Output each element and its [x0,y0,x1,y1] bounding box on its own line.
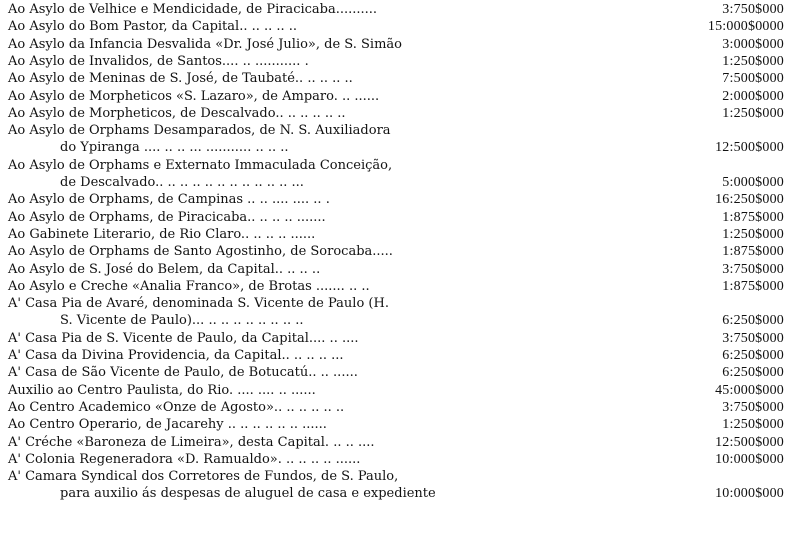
entry-description: Ao Asylo de Orphams e Externato Immaculada Conceição, [8,157,393,173]
entry-description: Ao Asylo de Velhice e Mendicidade, de Piracicaba.......... [8,2,378,17]
entry-amount: 16:250$000 [715,192,784,208]
entry-description: Ao Asylo de Orphams, de Campinas .. .. .... .... .. . [8,192,330,208]
entry-description-continuation: de Descalvado.. .. .. .. .. .. .. .. .. .. .. ... [60,175,304,190]
entry-amount: 3:750$000 [722,330,784,346]
entry-amount: 1:250$000 [722,226,784,242]
entry-amount: 15:000$0000 [707,19,784,35]
entry-amount: 6:250$000 [722,348,784,363]
entry-description: Ao Asylo do Bom Pastor, da Capital.. .. .. .. .. [8,19,298,35]
entry-description: A' Casa Pia de S. Vicente de Paulo, da Capital.... .. .... [8,330,359,346]
entry-amount: 3:750$000 [722,399,784,415]
entry-amount: 45:000$000 [715,382,784,398]
entry-amount: 12:500$000 [715,140,784,156]
entry-description-continuation: para auxilio ás despesas de aluguel de casa e expediente [60,486,436,502]
entry-description: Ao Asylo de Meninas de S. José, de Taubaté.. .. .. .. .. [8,71,353,87]
entry-amount: 6:250$000 [722,313,784,329]
entry-description: Ao Asylo de Orphams de Santo Agostinho, de Sorocaba..... [8,244,393,260]
entry-description: Ao Asylo de Invalidos, de Santos.... .. ........... . [8,53,309,69]
entry-amount: 7:500$000 [722,71,784,87]
entry-amount: 1:250$000 [722,417,784,433]
entry-amount: 12:500$000 [715,434,784,450]
entry-description-continuation: do Ypiranga .... .. .. ... ........... .. .. .. [60,140,289,156]
entry-amount: 10:000$000 [715,451,784,467]
entry-amount: 1:250$000 [722,105,784,121]
entry-description: Ao Asylo de Morpheticos, de Descalvado.. .. .. .. .. .. [8,105,346,121]
entry-amount: 1:250$000 [722,53,784,69]
entry-description: Ao Centro Academico «Onze de Agosto».. .. .. .. .. .. [8,399,345,415]
entry-description: A' Casa da Divina Providencia, da Capital.. .. .. .. ... [8,348,344,363]
entry-description: Ao Asylo de Morpheticos «S. Lazaro», de Amparo. .. ...... [8,88,380,104]
entry-description: Ao Asylo da Infancia Desvalida «Dr. José Julio», de S. Simão [8,36,402,52]
entry-description-continuation: S. Vicente de Paulo)... .. .. .. .. .. .. .. .. [60,313,304,329]
entry-amount: 1:875$000 [722,209,784,225]
entry-description: A' Camara Syndical dos Corretores de Fundos, de S. Paulo, [8,469,399,485]
entry-amount: 2:000$000 [722,88,784,104]
entry-description: A' Casa de São Vicente de Paulo, de Botucatú.. .. ...... [8,365,358,381]
entry-amount: 3:750$000 [722,261,784,277]
entry-amount: 10:000$000 [715,486,784,502]
entry-description: Ao Asylo e Creche «Analia Franco», de Brotas ....... .. .. [8,278,370,294]
entry-amount: 3:000$000 [722,36,784,52]
entry-description: Ao Asylo de S. José do Belem, da Capital.. .. .. .. [8,261,321,277]
entry-amount: 5:000$000 [722,175,784,190]
entry-description: Ao Asylo de Orphams, de Piracicaba.. .. .. .. ....... [8,209,326,225]
entry-description: A' Casa Pia de Avaré, denominada S. Vicente de Paulo (H. [8,296,389,312]
entry-description: A' Colonia Regeneradora «D. Ramualdo». .. .. .. .. ...... [8,451,361,467]
entry-description: Ao Gabinete Literario, de Rio Claro.. .. .. .. ...... [8,226,316,242]
entry-amount: 3:750$000 [722,2,784,17]
entry-description: Auxilio ao Centro Paulista, do Rio. .... .... .. ...... [8,382,316,398]
entry-description: A' Créche «Baroneza de Limeira», desta Capital. .. .. .... [8,434,375,450]
entry-amount: 1:875$000 [722,278,784,294]
entry-amount: 1:875$000 [722,244,784,260]
entry-description: Ao Centro Operario, de Jacarehy .. .. .. .. .. .. ...... [8,417,327,433]
entry-description: Ao Asylo de Orphams Desamparados, de N. S. Auxiliadora [8,123,391,139]
entry-amount: 6:250$000 [722,365,784,381]
